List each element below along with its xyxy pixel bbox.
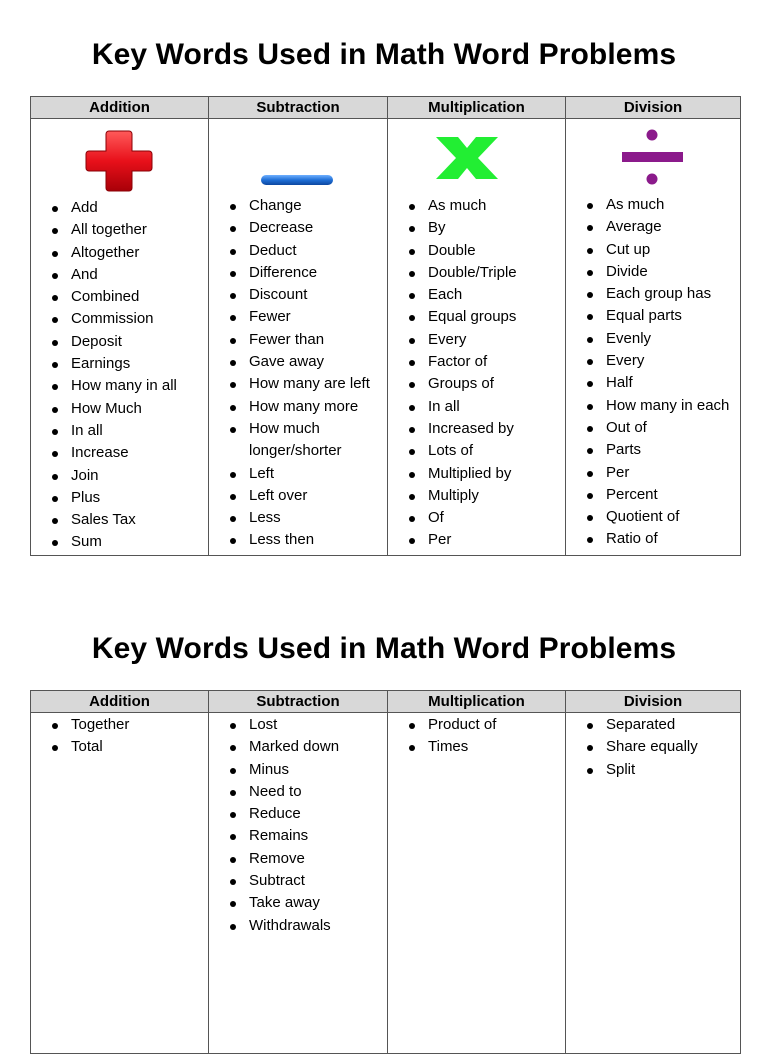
list-item: As much bbox=[584, 194, 740, 216]
addition-column bbox=[31, 713, 209, 1054]
page-title-repeat: Key Words Used in Math Word Problems bbox=[91, 632, 677, 665]
list-item: Combined bbox=[49, 286, 208, 308]
list-item: Change bbox=[227, 195, 387, 217]
header-addition: Addition bbox=[31, 97, 209, 119]
list-item: Every bbox=[584, 350, 740, 372]
list-item: Sales Tax bbox=[49, 509, 208, 531]
list-item: Product of bbox=[406, 714, 565, 736]
multiplication-word-list bbox=[388, 713, 565, 759]
keywords-table bbox=[30, 96, 741, 556]
minus-icon bbox=[209, 119, 388, 195]
list-item: In all bbox=[406, 396, 565, 418]
list-item: Withdrawals bbox=[227, 915, 387, 937]
list-item: Split bbox=[584, 759, 740, 781]
list-item: Join bbox=[49, 465, 208, 487]
list-item: Ratio of bbox=[584, 528, 740, 550]
multiplication-word-list bbox=[388, 195, 565, 552]
list-item: Cut up bbox=[584, 239, 740, 261]
list-item: Out of bbox=[584, 417, 740, 439]
list-item: How much longer/shorter bbox=[227, 418, 359, 463]
division-column bbox=[566, 713, 741, 1054]
list-item: Each bbox=[406, 284, 565, 306]
list-item: Double bbox=[406, 240, 565, 262]
list-item: Subtract bbox=[227, 870, 387, 892]
addition-word-list bbox=[31, 197, 208, 554]
list-item: How many are left bbox=[227, 373, 387, 395]
list-item: Reduce bbox=[227, 803, 387, 825]
list-item: How many more bbox=[227, 396, 387, 418]
list-item: Groups of bbox=[406, 373, 565, 395]
list-item: Need to bbox=[227, 781, 387, 803]
list-item: In all bbox=[49, 420, 208, 442]
list-item: Earnings bbox=[49, 353, 208, 375]
list-item: Add bbox=[49, 197, 208, 219]
division-word-list bbox=[566, 194, 740, 551]
list-item: Multiply bbox=[406, 485, 565, 507]
list-item: Remains bbox=[227, 825, 387, 847]
divide-icon bbox=[566, 119, 741, 194]
list-item: Plus bbox=[49, 487, 208, 509]
list-item: Share equally bbox=[584, 736, 740, 758]
addition-word-list bbox=[31, 713, 208, 759]
list-item: Double/Triple bbox=[406, 262, 565, 284]
list-item: Per bbox=[406, 529, 565, 551]
addition-column bbox=[31, 119, 209, 556]
list-item: Fewer than bbox=[227, 329, 387, 351]
list-item: And bbox=[49, 264, 208, 286]
plus-icon bbox=[31, 119, 209, 197]
header-addition: Addition bbox=[31, 691, 209, 713]
header-subtraction: Subtraction bbox=[209, 691, 388, 713]
list-item: Lots of bbox=[406, 440, 565, 462]
list-item: Separated bbox=[584, 714, 740, 736]
list-item: Take away bbox=[227, 892, 387, 914]
list-item: Evenly bbox=[584, 328, 740, 350]
keywords-table-continued bbox=[30, 690, 741, 1054]
multiplication-column bbox=[388, 713, 566, 1054]
list-item: How Much bbox=[49, 398, 208, 420]
list-item: Difference bbox=[227, 262, 387, 284]
list-item: Equal groups bbox=[406, 306, 565, 328]
list-item: Decrease bbox=[227, 217, 387, 239]
list-item: Fewer bbox=[227, 306, 387, 328]
list-item: As much bbox=[406, 195, 565, 217]
list-item: Deposit bbox=[49, 331, 208, 353]
division-word-list bbox=[566, 713, 740, 781]
subtraction-word-list bbox=[209, 195, 387, 552]
division-column bbox=[566, 119, 741, 556]
list-item: Deduct bbox=[227, 240, 387, 262]
list-item: Left bbox=[227, 463, 387, 485]
page-title: Key Words Used in Math Word Problems bbox=[91, 38, 677, 71]
list-item: Increase bbox=[49, 442, 208, 464]
header-division: Division bbox=[566, 691, 741, 713]
list-item: Per bbox=[584, 462, 740, 484]
list-item: Half bbox=[584, 372, 740, 394]
list-item: How many in each bbox=[584, 395, 740, 417]
list-item: Discount bbox=[227, 284, 387, 306]
list-item: Total bbox=[49, 736, 208, 758]
list-item: Quotient of bbox=[584, 506, 740, 528]
list-item: Factor of bbox=[406, 351, 565, 373]
list-item: Less then bbox=[227, 529, 387, 551]
list-item: Less bbox=[227, 507, 387, 529]
list-item: Times bbox=[406, 736, 565, 758]
list-item: Of bbox=[406, 507, 565, 529]
list-item: Left over bbox=[227, 485, 387, 507]
list-item: Every bbox=[406, 329, 565, 351]
list-item: Percent bbox=[584, 484, 740, 506]
multiplication-column bbox=[388, 119, 566, 556]
subtraction-word-list bbox=[209, 713, 387, 937]
list-item: Altogether bbox=[49, 242, 208, 264]
times-icon bbox=[388, 119, 566, 195]
list-item: Multiplied by bbox=[406, 463, 565, 485]
header-subtraction: Subtraction bbox=[209, 97, 388, 119]
header-multiplication: Multiplication bbox=[388, 97, 566, 119]
header-multiplication: Multiplication bbox=[388, 691, 566, 713]
list-item: How many in all bbox=[49, 375, 208, 397]
list-item: Each group has bbox=[584, 283, 740, 305]
list-item: By bbox=[406, 217, 565, 239]
list-item: Lost bbox=[227, 714, 387, 736]
list-item: Minus bbox=[227, 759, 387, 781]
list-item: Remove bbox=[227, 848, 387, 870]
list-item: Marked down bbox=[227, 736, 387, 758]
list-item: Average bbox=[584, 216, 740, 238]
list-item: Parts bbox=[584, 439, 740, 461]
list-item: All together bbox=[49, 219, 208, 241]
list-item: Equal parts bbox=[584, 305, 740, 327]
list-item: Increased by bbox=[406, 418, 565, 440]
header-division: Division bbox=[566, 97, 741, 119]
list-item: Commission bbox=[49, 308, 208, 330]
list-item: Together bbox=[49, 714, 208, 736]
subtraction-column bbox=[209, 713, 388, 1054]
list-item: Divide bbox=[584, 261, 740, 283]
list-item: Gave away bbox=[227, 351, 387, 373]
subtraction-column bbox=[209, 119, 388, 556]
list-item: Sum bbox=[49, 531, 208, 553]
